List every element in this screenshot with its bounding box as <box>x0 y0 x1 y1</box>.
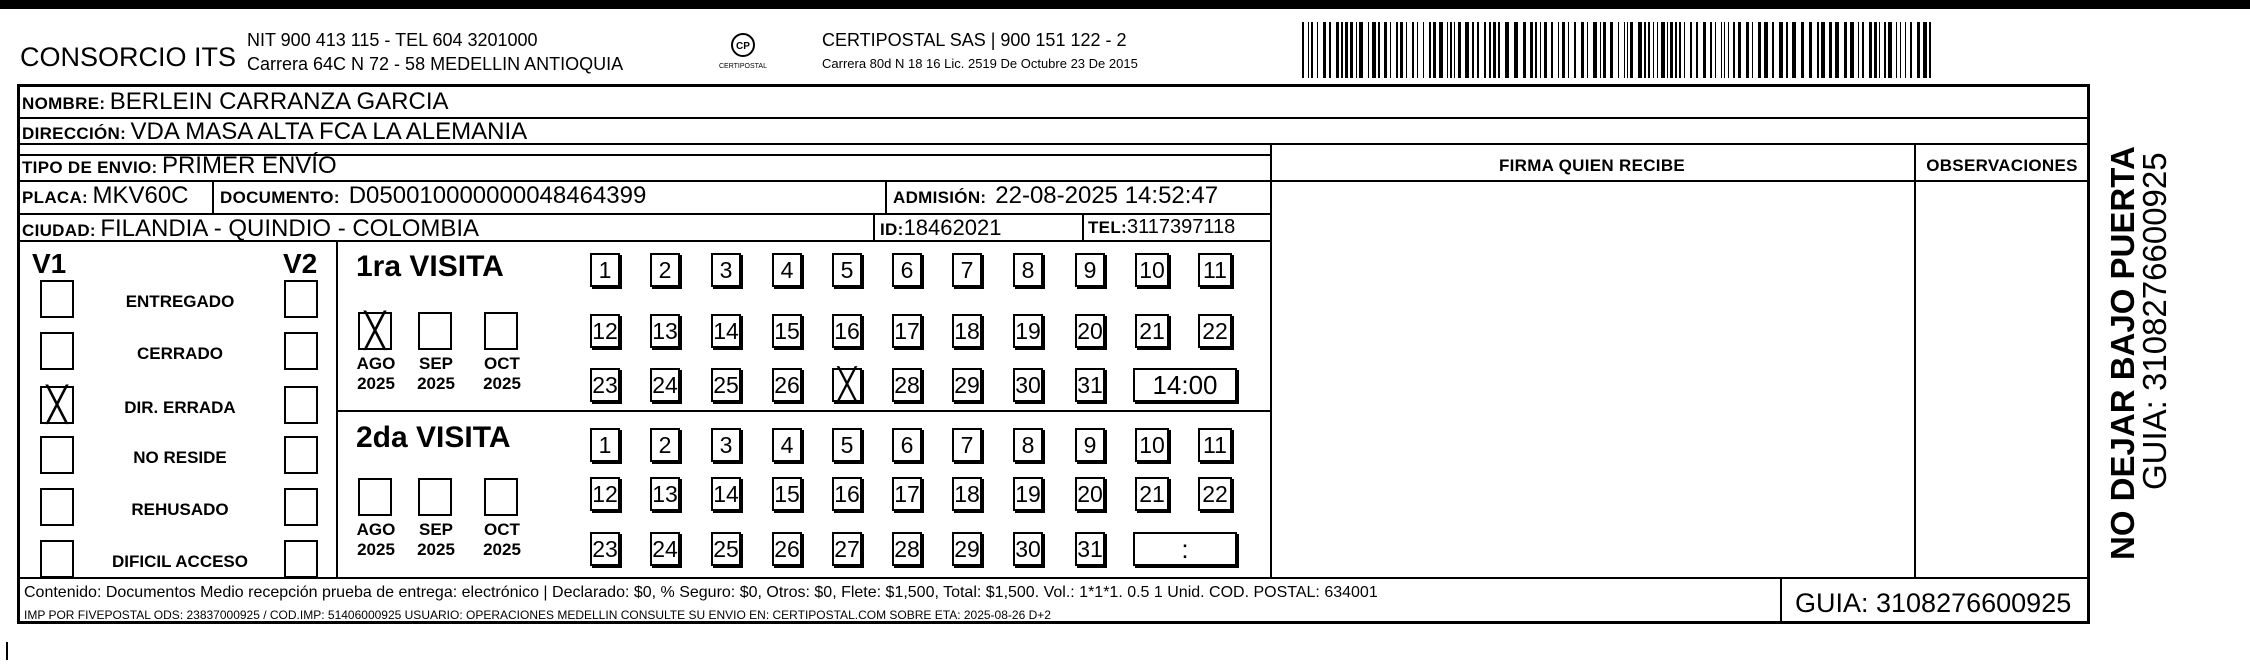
first-visit-day-box[interactable]: 9 <box>1075 253 1105 287</box>
second-visit-day-box[interactable]: 13 <box>650 477 680 511</box>
footer-guia: GUIA: 3108276600925 <box>1795 588 2072 618</box>
barcode <box>1302 22 1936 78</box>
first-visit-month-checkbox[interactable] <box>358 312 392 350</box>
first-visit-day-box[interactable]: 3 <box>711 253 741 287</box>
second-visit-day-box[interactable]: 17 <box>892 477 922 511</box>
first-visit-day-box[interactable]: 6 <box>892 253 922 287</box>
v2-checkbox[interactable] <box>284 386 318 424</box>
v1-checkbox[interactable] <box>40 332 74 370</box>
second-visit-day-box[interactable]: 5 <box>832 428 862 462</box>
first-visit-day-box[interactable]: 29 <box>952 368 982 402</box>
ciudad-value: FILANDIA - QUINDIO - COLOMBIA <box>100 215 480 242</box>
first-visit-day-box[interactable]: 8 <box>1013 253 1043 287</box>
first-visit-day-box[interactable]: 20 <box>1075 314 1105 348</box>
month-year: 2025 <box>357 540 395 559</box>
first-visit-month-checkbox[interactable] <box>484 312 518 350</box>
second-visit-day-box[interactable]: 28 <box>892 532 922 566</box>
status-option-label: ENTREGADO <box>125 292 235 311</box>
first-visit-month-checkbox[interactable] <box>418 312 452 350</box>
svg-text:CERTIPOSTAL: CERTIPOSTAL <box>719 63 767 70</box>
second-visit-month-label <box>346 520 406 560</box>
first-visit-day-box[interactable]: 11 <box>1198 253 1232 287</box>
top-border <box>0 0 2250 9</box>
v1-label: V1 <box>32 248 67 279</box>
tipo-value: PRIMER ENVÍO <box>161 152 337 179</box>
company-address: Carrera 64C N 72 - 58 MEDELLIN ANTIOQUIA <box>247 54 624 74</box>
second-visit-day-box[interactable]: 9 <box>1075 428 1105 462</box>
month-name: AGO <box>356 520 396 539</box>
second-visit-day-box[interactable]: 10 <box>1135 428 1169 462</box>
v1-checkbox[interactable] <box>40 540 74 578</box>
second-visit-month-label <box>472 520 532 560</box>
second-visit-day-box[interactable]: 15 <box>772 477 802 511</box>
second-visit-month-checkbox[interactable] <box>418 478 452 516</box>
first-visit-month-label <box>346 354 406 394</box>
second-visit-month-checkbox[interactable] <box>484 478 518 516</box>
id-label: ID: <box>880 220 904 239</box>
status-option-label: NO RESIDE <box>133 448 227 467</box>
second-visit-day-box[interactable]: 7 <box>952 428 982 462</box>
first-visit-day-box[interactable]: 5 <box>832 253 862 287</box>
side-warning: NO DEJAR BAJO PUERTA <box>2104 146 2141 560</box>
second-visit-day-box[interactable]: 8 <box>1013 428 1043 462</box>
month-year: 2025 <box>417 540 455 559</box>
first-visit-title: 1ra VISITA <box>356 250 504 283</box>
carrier-address: Carrera 80d N 18 16 Lic. 2519 De Octubre 23 De 2015 <box>822 56 1138 71</box>
month-year: 2025 <box>417 374 455 393</box>
second-visit-day-box[interactable]: 12 <box>590 477 620 511</box>
month-year: 2025 <box>357 374 395 393</box>
second-visit-day-box[interactable]: 22 <box>1198 477 1232 511</box>
first-visit-day-box[interactable]: 1 <box>590 253 620 287</box>
second-visit-month-label <box>406 520 466 560</box>
second-visit-day-box[interactable]: 27 <box>832 532 862 566</box>
carrier-name: CERTIPOSTAL SAS | 900 151 122 - 2 <box>822 30 1127 50</box>
documento-label: DOCUMENTO: <box>220 188 340 207</box>
company-name: CONSORCIO ITS <box>20 42 237 72</box>
nombre-value: BERLEIN CARRANZA GARCIA <box>109 88 449 115</box>
direccion-value: VDA MASA ALTA FCA LA ALEMANIA <box>130 118 528 145</box>
first-visit-day-box[interactable]: 21 <box>1135 314 1169 348</box>
second-visit-day-box[interactable]: 16 <box>832 477 862 511</box>
first-visit-day-box[interactable]: 17 <box>892 314 922 348</box>
observaciones-label: OBSERVACIONES <box>1926 156 2078 175</box>
first-visit-day-box[interactable]: 4 <box>772 253 802 287</box>
first-visit-day-box[interactable] <box>832 368 862 402</box>
placa-value: MKV60C <box>92 182 189 209</box>
second-visit-day-box[interactable]: 23 <box>590 532 620 566</box>
svg-text:CP: CP <box>736 41 750 52</box>
second-visit-day-box[interactable]: 25 <box>711 532 741 566</box>
first-visit-day-box[interactable]: 7 <box>952 253 982 287</box>
footer-content: Contenido: Documentos Medio recepción prueba de entrega: electrónico | Declarado: $0, % Seguro: $0, Otros: $0, Flete: $1,500, Total: $1,500. Vol.: 1*1*1. 0.5 1 Unid. COD. POSTAL: 634001 <box>24 584 1378 601</box>
first-visit-day-box[interactable]: 2 <box>650 253 680 287</box>
v1-checkbox[interactable] <box>40 488 74 526</box>
status-option-label: DIR. ERRADA <box>124 398 236 417</box>
first-visit-day-box[interactable]: 15 <box>772 314 802 348</box>
second-visit-day-box[interactable]: 29 <box>952 532 982 566</box>
second-visit-day-box[interactable]: 2 <box>650 428 680 462</box>
second-visit-month-checkbox[interactable] <box>358 478 392 516</box>
second-visit-day-box[interactable]: 19 <box>1013 477 1043 511</box>
first-visit-day-box[interactable]: 28 <box>892 368 922 402</box>
first-visit-day-box[interactable]: 18 <box>952 314 982 348</box>
id-value: 18462021 <box>903 215 1002 240</box>
first-visit-day-box[interactable]: 24 <box>650 368 680 402</box>
second-visit-day-box[interactable]: 21 <box>1135 477 1169 511</box>
month-year: 2025 <box>483 540 521 559</box>
second-visit-day-box[interactable]: 6 <box>892 428 922 462</box>
v2-checkbox[interactable] <box>284 280 318 318</box>
second-visit-day-box[interactable]: 18 <box>952 477 982 511</box>
v2-checkbox[interactable] <box>284 540 318 578</box>
second-visit-day-box[interactable]: 30 <box>1013 532 1043 566</box>
firma-label: FIRMA QUIEN RECIBE <box>1498 156 1686 175</box>
second-visit-day-box[interactable]: 31 <box>1075 532 1105 566</box>
month-name: OCT <box>484 354 520 373</box>
certipostal-logo <box>712 30 774 74</box>
v2-checkbox[interactable] <box>284 436 318 474</box>
second-visit-day-box[interactable]: 3 <box>711 428 741 462</box>
first-visit-day-box[interactable]: 26 <box>772 368 802 402</box>
month-name: OCT <box>484 520 520 539</box>
first-visit-day-box[interactable]: 23 <box>590 368 620 402</box>
second-visit-day-box[interactable]: 24 <box>650 532 680 566</box>
v2-checkbox[interactable] <box>284 488 318 526</box>
admision-label: ADMISIÓN: <box>893 188 987 207</box>
second-visit-day-box[interactable]: 11 <box>1198 428 1232 462</box>
footer-imp: IMP POR FIVEPOSTAL ODS: 23837000925 / COD.IMP: 51406000925 USUARIO: OPERACIONES MEDELLIN CONSULTE SU ENVIO EN: CERTIPOSTAL.COM SOBRE ETA: 2025-08-26 D+2 <box>24 608 1051 622</box>
v1-checkbox[interactable] <box>40 386 74 424</box>
ciudad-label: CIUDAD: <box>22 221 96 240</box>
first-visit-day-box[interactable]: 30 <box>1013 368 1043 402</box>
nombre-label: NOMBRE: <box>22 94 106 113</box>
second-visit-time-box[interactable]: : <box>1133 532 1237 566</box>
first-visit-month-label <box>406 354 466 394</box>
placa-label: PLACA: <box>22 188 89 207</box>
direccion-label: DIRECCIÓN: <box>22 124 127 143</box>
first-visit-day-box[interactable]: 10 <box>1135 253 1169 287</box>
v1-checkbox[interactable] <box>40 280 74 318</box>
tel-value: 3117397118 <box>1126 216 1236 238</box>
check-mark-icon: ╳ <box>837 368 857 401</box>
second-visit-day-box[interactable]: 26 <box>772 532 802 566</box>
second-visit-title: 2da VISITA <box>356 421 511 454</box>
second-visit-day-box[interactable]: 1 <box>590 428 620 462</box>
second-visit-day-box[interactable]: 14 <box>711 477 741 511</box>
side-guia: GUIA: 3108276600925 <box>2136 152 2173 490</box>
first-visit-day-box[interactable]: 14 <box>711 314 741 348</box>
first-visit-day-box[interactable]: 12 <box>590 314 620 348</box>
status-option-label: CERRADO <box>137 344 223 363</box>
status-option-label: DIFICIL ACCESO <box>111 552 248 571</box>
documento-value: D050010000000048464399 <box>348 182 647 209</box>
check-mark-icon: ╳ <box>364 312 386 350</box>
first-visit-time-box[interactable]: 14:00 <box>1133 368 1237 402</box>
first-visit-month-label <box>472 354 532 394</box>
first-visit-day-box[interactable]: 16 <box>832 314 862 348</box>
admision-value: 22-08-2025 14:52:47 <box>995 182 1219 209</box>
first-visit-day-box[interactable]: 25 <box>711 368 741 402</box>
first-visit-day-box[interactable]: 31 <box>1075 368 1105 402</box>
v2-label: V2 <box>283 248 318 279</box>
company-nit: NIT 900 413 115 - TEL 604 3201000 <box>247 30 538 50</box>
month-year: 2025 <box>483 374 521 393</box>
bottom-left-mark <box>6 642 8 660</box>
tel-label: TEL: <box>1088 218 1127 237</box>
v2-checkbox[interactable] <box>284 332 318 370</box>
tipo-label: TIPO DE ENVIO: <box>22 158 158 177</box>
first-visit-day-box[interactable]: 19 <box>1013 314 1043 348</box>
v1-checkbox[interactable] <box>40 436 74 474</box>
month-name: SEP <box>418 520 454 539</box>
first-visit-day-box[interactable]: 13 <box>650 314 680 348</box>
second-visit-day-box[interactable]: 4 <box>772 428 802 462</box>
month-name: AGO <box>356 354 396 373</box>
second-visit-day-box[interactable]: 20 <box>1075 477 1105 511</box>
check-mark-icon: ╳ <box>46 386 68 424</box>
first-visit-day-box[interactable]: 22 <box>1198 314 1232 348</box>
month-name: SEP <box>418 354 454 373</box>
status-option-label: REHUSADO <box>131 500 229 519</box>
